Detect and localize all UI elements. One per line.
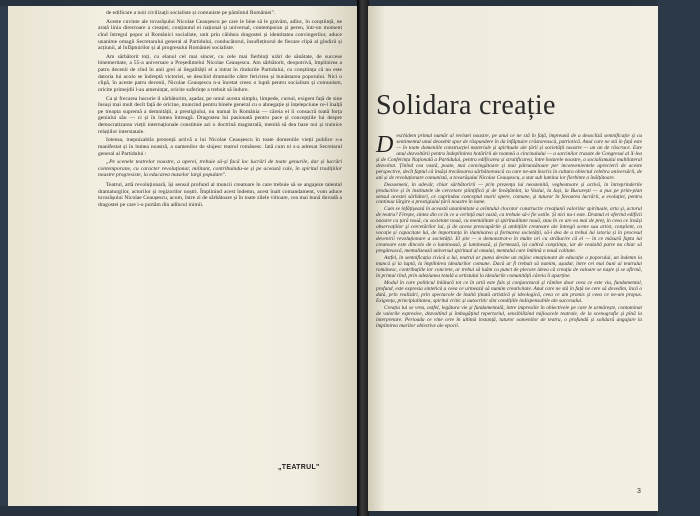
right-page <box>368 6 658 511</box>
article-title: Solidara creație <box>376 90 556 121</box>
left-quote: „Pe scenele teatrelor noastre, a operei, trebuie să-și facă loc lucrări de toate genurile, dar și lucrări contemporane, cu caracter revoluționar, militant, contribuindu-se și pe această cale, în spiritul tradițiilor noastre progresiste, la educarea maselor largi populare". <box>98 159 342 179</box>
left-paragraph-5: Iotensa, inepuizabila prezență activă a lui Nicolae Ceaușescu în toate domeniile vieții publice s-a manifestat și în lumea noastră, a oamenilor de slujesc teatrul românesc. Iată cum ni s-a adresat Secretarul general al Partidului : <box>98 137 342 157</box>
right-paragraph-4: Astfel, în semnificația civică a lui, teatrul ar putea devine un mijloc emoționant de educație a poporului, un îndemn la muncă și la luptă, la împlinirea idealurilor comune. Dacă ar fi trebuit să numim, așadar, între cei mai buni ai teatrului românesc, contribuțiile lor concrete, ar trebui să luăm ca punct de plecare ideea că creația de valoare se naște și se afirmă, în primul rînd, prin adeziunea totală a artistului la idealurile comunității căreia îi aparține. <box>376 255 642 279</box>
book-cover-right <box>657 0 700 516</box>
right-page-text <box>376 134 642 331</box>
page-number: 3 <box>637 488 641 495</box>
right-paragraph-3: Cum se înfățișează în această unanimitate a avîntului clocotor constructiv creațiunii valorilor spirituale, arta și, actorul de teatru? Firește, sintez din ce în ce a cerință mai vastă, ca trebuie să-i fie ostile. Și nici nu-i este. Dramul ei oferind edificii noastre ca țară nouă, cu societate nouă, cu mentalitate și spiritualitate nouă, stau în ce are ea mai de preț, în ceea ce însăși observațiilor și cercetărilor lui, și de aceea preocupările și ambițiile creatoare ale întregii scene sau artist, conștient, ca vocație și capacitate lui, de importanța în iluminarea și formarea societății, să-i dea de a trebui lui istoria și în procesul devenirii revoluționare a societății. El știe — o demonstrat-o în multe ori cu strălucire că el — în ce măsură fapta lui creatoare este dincolo de o luminoasă, și luminează, și formează, își cultivă conștiința, iar de cealaltă parte nu chiar să pregătească, mentalizează universul spiritual al omului, mentalul care îmbină o nouă calitate. <box>376 206 642 255</box>
right-paragraph-5: Modul în care politicul înlătură tot ce în artă este fals și conjunctural și rămîne doar ceea ce este viu, fundamental, profund, este expresia sintetică a ceea ce urmează să numim creativitate. Anul care ne stă în față ne cere să dovedim, încă o dată, prin realizări, prin spectacole de înaltă ținută artistică și ideologică, ceea ce am promis și ceea ce ne-am propus. Exigența, principialitatea, spiritul critic și autocritic sînt condițiile indispensabile ale succesului. <box>376 279 642 304</box>
right-paragraph-2: Deasemeni, în adevăr, chiar sărbătoririi — prin prezența lui neostenită, vegheatoare și activă, în întreprinderile productive și în institutele de cercetare științifică și de învățămînt, la Vaslui, la Iași, la București — a pus pe prim-plan sensul acestei sărbători, ce cuprindea conceptul marii opere, comune, și tuturor în favoarea lucrării, a evoluției, pentru continua lărgire a prestigiului țării noastre în lume. <box>376 181 642 206</box>
left-paragraph-4: Ca și frecarea hucurie il sărbătorim, așadar, pe omul acesta simplu, limpede, cursul, exigent față de sine însuși mai mult decît față de oricine, muncind pentru binele general cu o abnegație și înțelepciune ce-l înalță pe treapta supremă a demnității, a prestigiului, nu numai în România — căreia el îi consacră toată forța geniului său — ci și în lumea întreagă. Dragostea lui pasionată pentru pace și concepțiile lui despre democratizarea vieții internaționale constituie azi o doctrină magistrală, menită să dea baze noi și trainice relațiilor interstatale. <box>98 95 342 135</box>
right-paragraph-6: Creația lui se vrea, astfel, legătura vie și fundamentală, între impresiile în obiectivele pe care le urmărește, contaminat de valorile expresive, dezvoltînd și îmbogățind repertoriul, sensibilizînd mijloacele teatrale, de la scenografie și pînă la interpretare. Perioada ce vine cere în ultimă instanță, tuturor oamenilor de teatru, o profundă și solidară angajare la împlinirea marilor obiective ale epocii. <box>376 304 642 329</box>
signature: „TEATRUL" <box>278 464 320 471</box>
left-closing-paragraph: Teatrul, artă revoluționară, își sensul profund al muncii creatoare în care trebuie să se angajeze talentul dramaturgilor, actorilor și regizorilor noștri. Împlinind acest îndemn, acest înalt comandament, vom aduce tovarășului Nicolae Ceaușescu, acum, între zi de sărbătoare și în toate zilele viitoare, cea mai bună dovadă a dragostei pe care i-o purtăm din adîncul inimii. <box>98 182 342 208</box>
left-paragraph-3: Am sărbătorit toți, cu elanul cel mai sincer, cu cele mai fierbinți urări de sănătate, de succese binemeritate, a 55-a aniversare a Președintelui Nicolae Ceaușescu. Am sărbătorit, deopotrivă, împlinirea a patru decenii de cînd în anii grei ai ilegalității el a intrat în rîndurile Partidului, cu conștiința că nu este datoria lui acolo se îndreptă victoriei, se deschid drumurile către fericirea și bunăstarea poporului. Nici o clipă, în aceste patru decenii, Nicolae Ceaușescu n-a încetat creez o luptă pentru socialism și comunism, oricite primejdii l-au amenințat, oricite suferințe a trebuit să îndure. <box>98 53 342 93</box>
right-paragraph-1 <box>376 134 642 182</box>
left-paragraph-1: de edificare a noii civilizații socialiste și comuniste pe pămîntul României". <box>106 10 276 16</box>
left-page-text <box>98 10 342 211</box>
drop-cap: D <box>376 132 394 158</box>
left-paragraph-2: Aceste cuvinte ale tovarășului Nicolae Ceaușescu pe care le bine să le gravăm, adînc, în conștiință, ne arată linia directoare a creației, conținutul ei național și universal, contemporan și peren, într-un moment cînd întregul popor al Românici socialiste, unit prin căldura dragostei și identitatea convingerilor, aduce unanime omagii Secretarului general al Partidului, conducătorul, însuflețitorul de fiecare clipă al gîndirii și acțiunii, al înfăptuirilor și al progresului României socialiste. <box>98 18 342 52</box>
right-paragraph-1-text: eschidem primul număr al revistei noastre, pe anul ce ne stă în față, împreună de a desocliză semnificație și cu sentimentul unui deosebit spor de răspundere în da înfăptuire crăstorească, patriotică. Anul care ne stă în față este — în toate domeniile construcției materiale și spirituale ale țării și societății noastre — un an de răscruce. Este anul dezvoltării pentru îndeplinirea hotărîrii de toamnă a cincinalului — a sarcinilor trasate de Congresul al X-lea și de Conferința Națională a Partidului, pentru edificarea și stratificarea, între hotarele noastre, a socialismului multilateral dezvoltat. Ținînd cea vastă, poate, mai convingătoare și mai pătrunzătoare per inconvenientele aprecierii de aceste perspective, decît faptul că însăși trecătoarea sărbătorească cu care ne-am înscris în cultura obiectul celebra aniversării, de ani și de revoluționare comunistă, a tovarășului Nicolae Ceaușescu, a stat sub lumina lor fierbinte a înălțătoare. <box>376 133 642 181</box>
left-page <box>8 6 358 506</box>
